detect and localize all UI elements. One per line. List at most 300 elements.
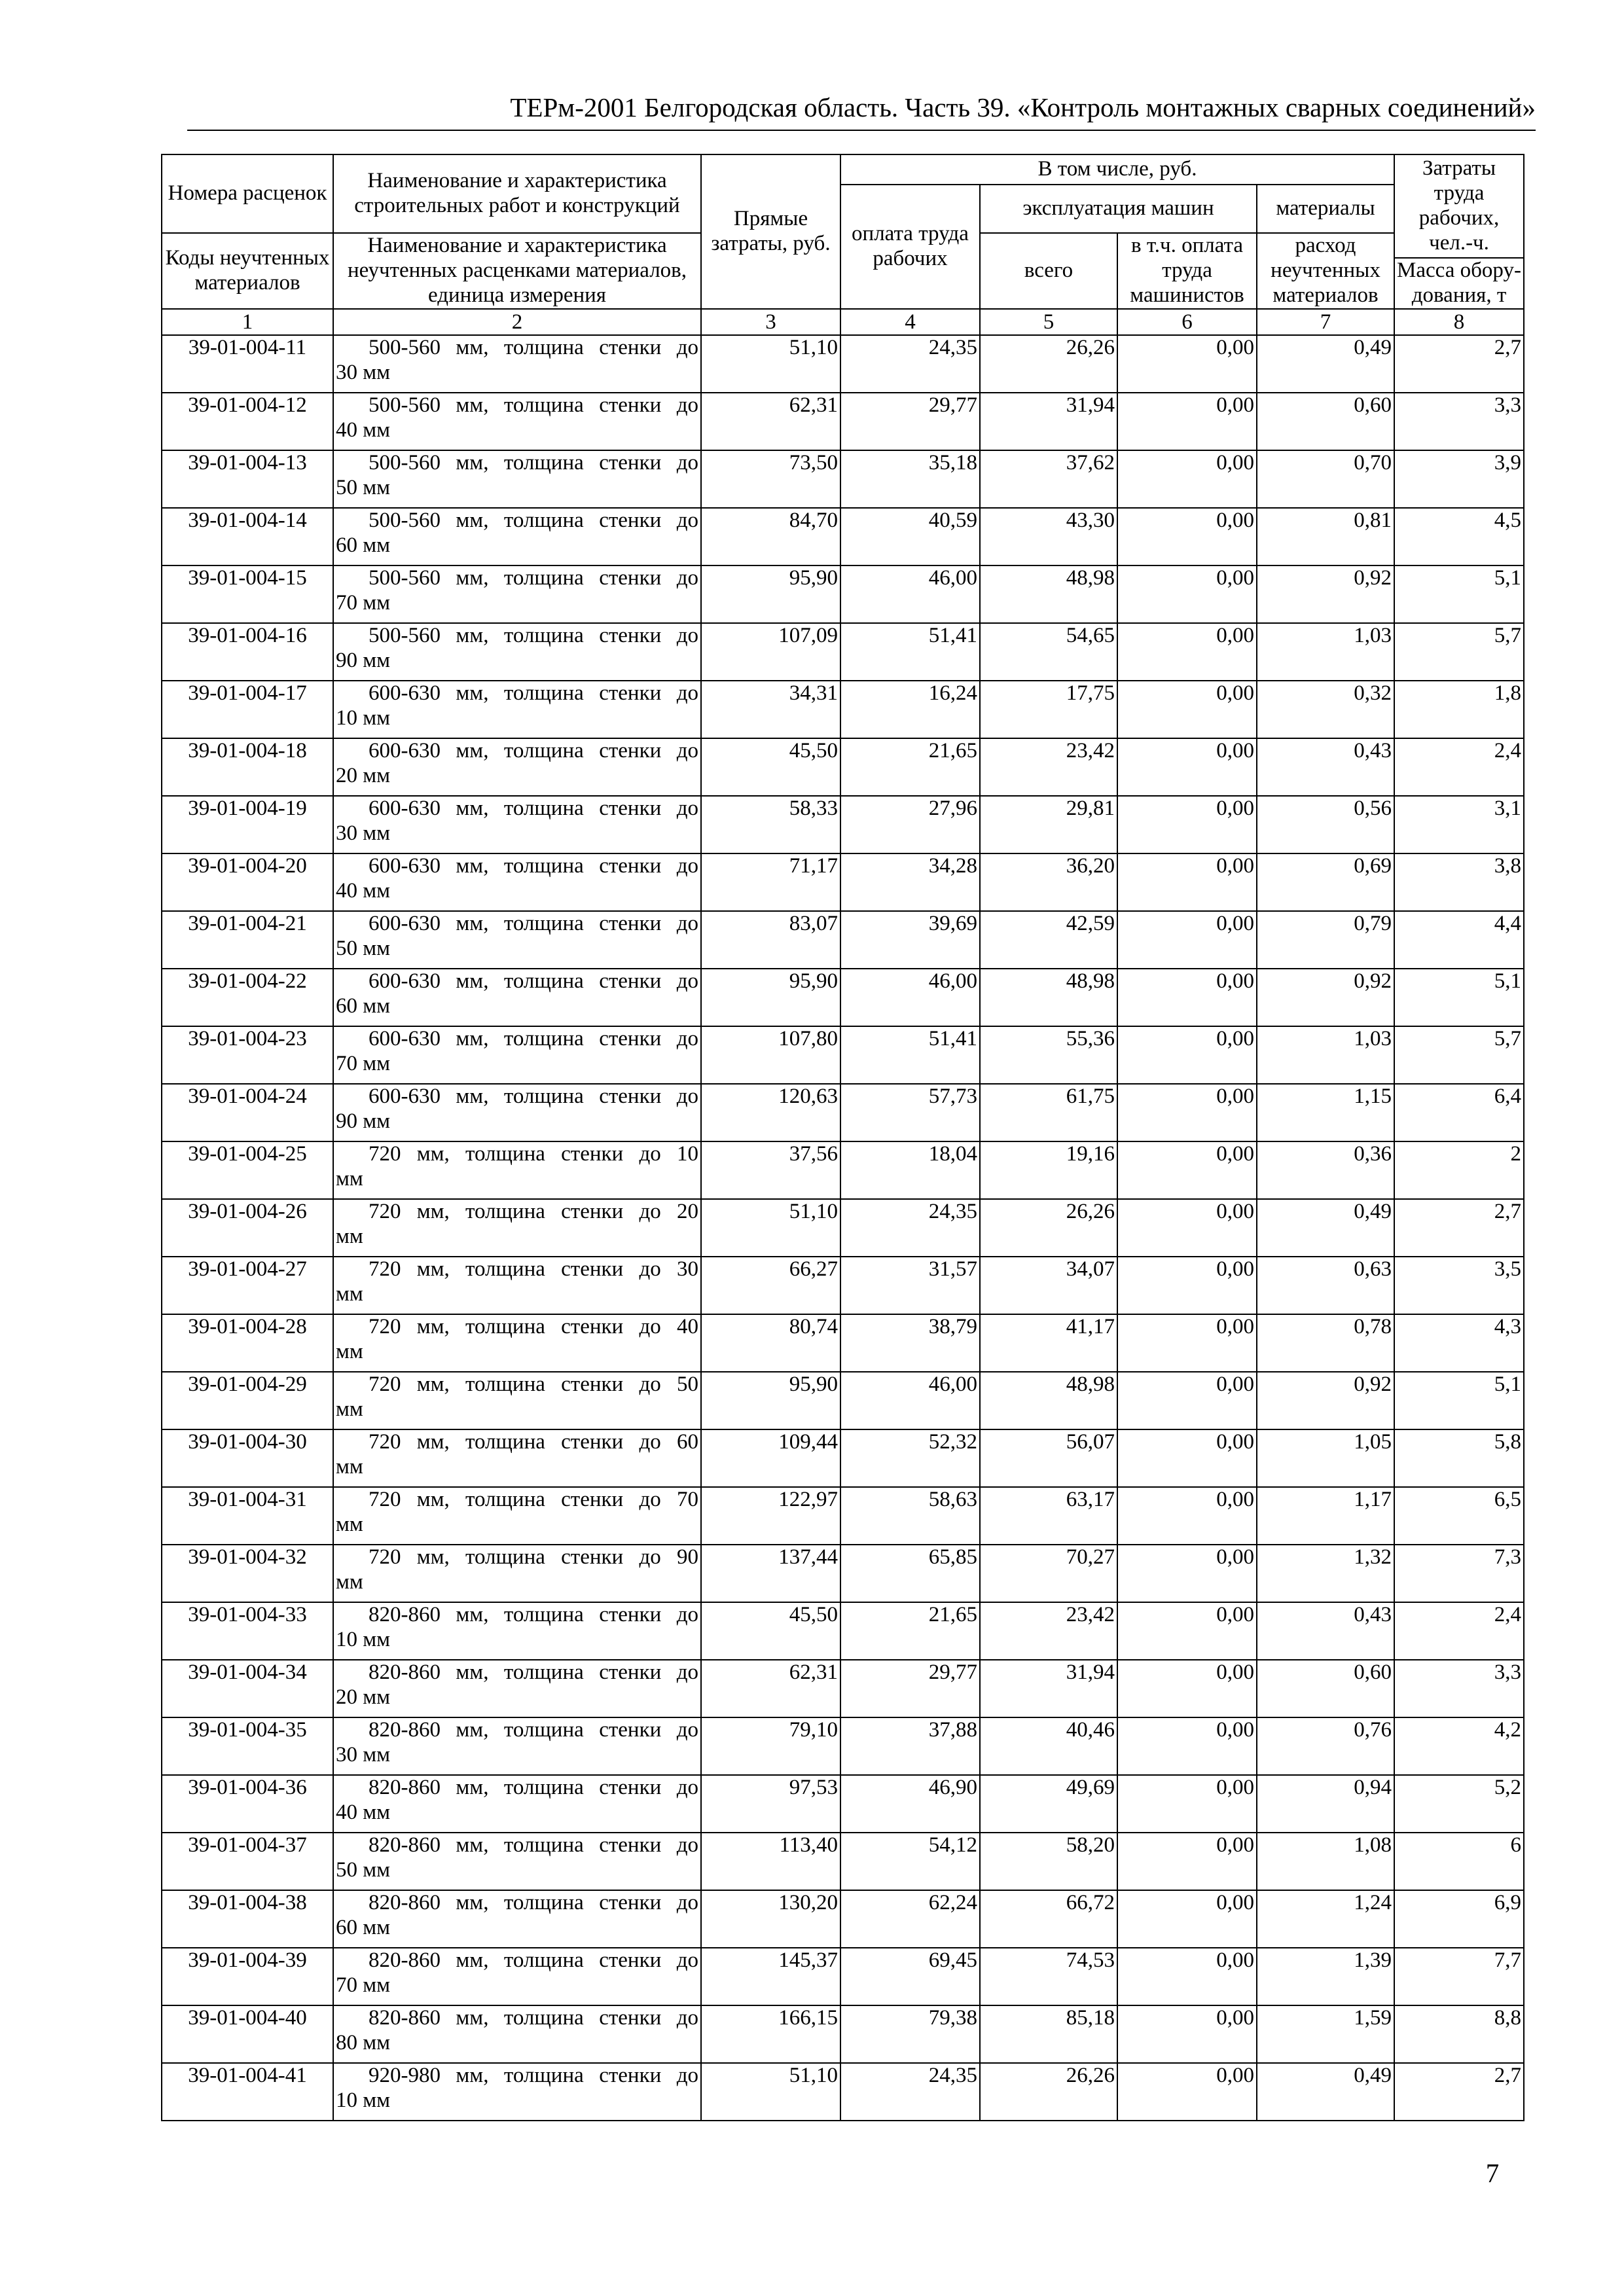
direct-costs-value: 79,10 <box>701 1717 840 1775</box>
operator-pay-value: 0,00 <box>1117 1429 1257 1487</box>
rate-name <box>333 1314 701 1372</box>
rate-name <box>333 1948 701 2005</box>
direct-costs-value: 145,37 <box>701 1948 840 2005</box>
machine-total-value: 48,98 <box>980 1372 1117 1429</box>
operator-pay-value: 0,00 <box>1117 796 1257 853</box>
direct-costs-value: 66,27 <box>701 1257 840 1314</box>
machine-total-value: 26,26 <box>980 1199 1117 1257</box>
rate-name-line1: 500-560 мм, толщина стенки до <box>369 393 698 417</box>
rate-code: 39-01-004-17 <box>162 681 333 738</box>
materials-value: 1,24 <box>1257 1890 1394 1948</box>
rate-name <box>333 1199 701 1257</box>
operator-pay-value: 0,00 <box>1117 1833 1257 1890</box>
labor-pay-value: 46,00 <box>840 1372 980 1429</box>
machine-total-value: 19,16 <box>980 1141 1117 1199</box>
rate-name <box>333 738 701 796</box>
operator-pay-value: 0,00 <box>1117 1545 1257 1602</box>
rate-code: 39-01-004-16 <box>162 623 333 681</box>
operator-pay-value: 0,00 <box>1117 1717 1257 1775</box>
table-row <box>162 1199 1524 1257</box>
operator-pay-value: 0,00 <box>1117 853 1257 911</box>
operator-pay-value: 0,00 <box>1117 1660 1257 1717</box>
table-row <box>162 1084 1524 1141</box>
rate-code: 39-01-004-15 <box>162 565 333 623</box>
labor-pay-value: 46,00 <box>840 565 980 623</box>
rate-code: 39-01-004-18 <box>162 738 333 796</box>
rate-code: 39-01-004-11 <box>162 335 333 393</box>
rate-code: 39-01-004-25 <box>162 1141 333 1199</box>
rate-name <box>333 1660 701 1717</box>
rate-name <box>333 796 701 853</box>
operator-pay-value: 0,00 <box>1117 1026 1257 1084</box>
rate-name-line2: 40 мм <box>336 418 391 442</box>
operator-pay-value: 0,00 <box>1117 911 1257 969</box>
header-labor-pay: оплата труда рабочих <box>840 185 980 309</box>
materials-value: 0,32 <box>1257 681 1394 738</box>
direct-costs-value: 45,50 <box>701 738 840 796</box>
table-row <box>162 1833 1524 1890</box>
table-row <box>162 1141 1524 1199</box>
materials-value: 0,60 <box>1257 393 1394 450</box>
operator-pay-value: 0,00 <box>1117 1487 1257 1545</box>
rate-name <box>333 393 701 450</box>
rate-code: 39-01-004-39 <box>162 1948 333 2005</box>
direct-costs-value: 95,90 <box>701 1372 840 1429</box>
rate-name-line2: 40 мм <box>336 1800 391 1824</box>
direct-costs-value: 137,44 <box>701 1545 840 1602</box>
labor-hours-value: 4,5 <box>1394 508 1524 565</box>
direct-costs-value: 73,50 <box>701 450 840 508</box>
rate-name-line1: 500-560 мм, толщина стенки до <box>369 335 698 359</box>
materials-value: 0,43 <box>1257 1602 1394 1660</box>
materials-value: 0,79 <box>1257 911 1394 969</box>
machine-total-value: 23,42 <box>980 1602 1117 1660</box>
machine-total-value: 70,27 <box>980 1545 1117 1602</box>
rate-code: 39-01-004-27 <box>162 1257 333 1314</box>
direct-costs-value: 107,09 <box>701 623 840 681</box>
direct-costs-value: 97,53 <box>701 1775 840 1833</box>
column-number-7: 7 <box>1257 309 1394 335</box>
materials-value: 0,81 <box>1257 508 1394 565</box>
machine-total-value: 26,26 <box>980 335 1117 393</box>
machine-total-value: 40,46 <box>980 1717 1117 1775</box>
rate-code: 39-01-004-23 <box>162 1026 333 1084</box>
operator-pay-value: 0,00 <box>1117 1890 1257 1948</box>
materials-value: 1,05 <box>1257 1429 1394 1487</box>
direct-costs-value: 51,10 <box>701 2063 840 2121</box>
machine-total-value: 58,20 <box>980 1833 1117 1890</box>
labor-pay-value: 37,88 <box>840 1717 980 1775</box>
labor-hours-value: 2,7 <box>1394 1199 1524 1257</box>
column-number-5: 5 <box>980 309 1117 335</box>
rate-code: 39-01-004-32 <box>162 1545 333 1602</box>
rate-code: 39-01-004-30 <box>162 1429 333 1487</box>
rate-name-line2: 40 мм <box>336 878 391 903</box>
direct-costs-value: 80,74 <box>701 1314 840 1372</box>
materials-value: 0,69 <box>1257 853 1394 911</box>
rate-code: 39-01-004-14 <box>162 508 333 565</box>
rate-code: 39-01-004-41 <box>162 2063 333 2121</box>
rate-name-line1: 720 мм, толщина стенки до 90 <box>369 1545 698 1569</box>
rate-code: 39-01-004-37 <box>162 1833 333 1890</box>
materials-value: 0,49 <box>1257 335 1394 393</box>
direct-costs-value: 34,31 <box>701 681 840 738</box>
rates-table <box>161 154 1525 2121</box>
rate-name-line1: 820-860 мм, толщина стенки до <box>369 1833 698 1857</box>
direct-costs-value: 58,33 <box>701 796 840 853</box>
rate-code: 39-01-004-24 <box>162 1084 333 1141</box>
rate-name <box>333 1545 701 1602</box>
machine-total-value: 49,69 <box>980 1775 1117 1833</box>
operator-pay-value: 0,00 <box>1117 1141 1257 1199</box>
rate-name-line2: 70 мм <box>336 590 391 615</box>
labor-hours-value: 2,7 <box>1394 335 1524 393</box>
table-row <box>162 1257 1524 1314</box>
labor-pay-value: 40,59 <box>840 508 980 565</box>
rate-name-line1: 720 мм, толщина стенки до 70 <box>369 1487 698 1511</box>
materials-value: 1,15 <box>1257 1084 1394 1141</box>
direct-costs-value: 107,80 <box>701 1026 840 1084</box>
rate-code: 39-01-004-22 <box>162 969 333 1026</box>
labor-hours-value: 6 <box>1394 1833 1524 1890</box>
table-row <box>162 2063 1524 2121</box>
rate-name-line1: 720 мм, толщина стенки до 50 <box>369 1372 698 1396</box>
labor-hours-value: 7,7 <box>1394 1948 1524 2005</box>
materials-value: 1,17 <box>1257 1487 1394 1545</box>
direct-costs-value: 71,17 <box>701 853 840 911</box>
materials-value: 0,56 <box>1257 796 1394 853</box>
labor-pay-value: 31,57 <box>840 1257 980 1314</box>
operator-pay-value: 0,00 <box>1117 681 1257 738</box>
rate-name-line2: мм <box>336 1570 363 1594</box>
labor-pay-value: 27,96 <box>840 796 980 853</box>
direct-costs-value: 95,90 <box>701 565 840 623</box>
operator-pay-value: 0,00 <box>1117 335 1257 393</box>
labor-hours-value: 4,3 <box>1394 1314 1524 1372</box>
materials-value: 0,92 <box>1257 969 1394 1026</box>
materials-value: 0,60 <box>1257 1660 1394 1717</box>
header-equipment-mass: Масса обору-дования, т <box>1394 258 1524 309</box>
rate-name <box>333 969 701 1026</box>
labor-hours-value: 5,1 <box>1394 565 1524 623</box>
rate-name-line2: мм <box>336 1339 363 1363</box>
rate-name-line2: 10 мм <box>336 706 391 730</box>
labor-hours-value: 5,2 <box>1394 1775 1524 1833</box>
rate-name-line1: 500-560 мм, толщина стенки до <box>369 508 698 532</box>
rate-code: 39-01-004-12 <box>162 393 333 450</box>
rate-name-line1: 820-860 мм, толщина стенки до <box>369 2005 698 2030</box>
labor-hours-value: 5,7 <box>1394 623 1524 681</box>
direct-costs-value: 95,90 <box>701 969 840 1026</box>
rate-name <box>333 1487 701 1545</box>
table-row <box>162 738 1524 796</box>
table-row <box>162 1717 1524 1775</box>
materials-value: 1,03 <box>1257 623 1394 681</box>
machine-total-value: 54,65 <box>980 623 1117 681</box>
header-materials: материалы <box>1257 185 1394 233</box>
table-row <box>162 1775 1524 1833</box>
machine-total-value: 29,81 <box>980 796 1117 853</box>
labor-pay-value: 65,85 <box>840 1545 980 1602</box>
operator-pay-value: 0,00 <box>1117 1948 1257 2005</box>
table-row <box>162 796 1524 853</box>
rate-name-line1: 720 мм, толщина стенки до 10 <box>369 1141 698 1166</box>
column-number-1: 1 <box>162 309 333 335</box>
labor-pay-value: 39,69 <box>840 911 980 969</box>
rate-name <box>333 1717 701 1775</box>
labor-hours-value: 4,2 <box>1394 1717 1524 1775</box>
rate-code: 39-01-004-35 <box>162 1717 333 1775</box>
machine-total-value: 55,36 <box>980 1026 1117 1084</box>
header-direct-costs: Прямые затраты, руб. <box>701 154 840 309</box>
column-number-4: 4 <box>840 309 980 335</box>
operator-pay-value: 0,00 <box>1117 565 1257 623</box>
column-number-6: 6 <box>1117 309 1257 335</box>
rate-name-line1: 500-560 мм, толщина стенки до <box>369 565 698 590</box>
header-operator-pay: в т.ч. оплата труда машинистов <box>1117 233 1257 309</box>
header-unaccounted-codes: Коды неучтенных материалов <box>162 233 333 309</box>
header-unaccounted-name: Наименование и характеристика неучтенных расценками материалов, единица измерения <box>333 233 701 309</box>
machine-total-value: 17,75 <box>980 681 1117 738</box>
materials-value: 0,92 <box>1257 1372 1394 1429</box>
labor-pay-value: 62,24 <box>840 1890 980 1948</box>
table-row <box>162 623 1524 681</box>
table-row <box>162 2005 1524 2063</box>
operator-pay-value: 0,00 <box>1117 393 1257 450</box>
header-rule <box>187 130 1536 131</box>
direct-costs-value: 45,50 <box>701 1602 840 1660</box>
operator-pay-value: 0,00 <box>1117 623 1257 681</box>
rate-code: 39-01-004-20 <box>162 853 333 911</box>
rate-name <box>333 1026 701 1084</box>
rate-code: 39-01-004-28 <box>162 1314 333 1372</box>
operator-pay-value: 0,00 <box>1117 1602 1257 1660</box>
rate-name-line2: 50 мм <box>336 475 391 499</box>
materials-value: 0,36 <box>1257 1141 1394 1199</box>
table-row <box>162 1545 1524 1602</box>
rate-name-line2: мм <box>336 1397 363 1421</box>
labor-pay-value: 38,79 <box>840 1314 980 1372</box>
machine-total-value: 63,17 <box>980 1487 1117 1545</box>
machine-total-value: 36,20 <box>980 853 1117 911</box>
header-machine-operation: эксплуатация машин <box>980 185 1257 233</box>
rate-name-line1: 600-630 мм, толщина стенки до <box>369 911 698 935</box>
rate-code: 39-01-004-13 <box>162 450 333 508</box>
labor-pay-value: 46,00 <box>840 969 980 1026</box>
rate-name-line1: 820-860 мм, толщина стенки до <box>369 1660 698 1684</box>
rate-code: 39-01-004-40 <box>162 2005 333 2063</box>
page-number: 7 <box>1485 2158 1500 2188</box>
rate-name-line1: 720 мм, толщина стенки до 60 <box>369 1429 698 1454</box>
materials-value: 0,92 <box>1257 565 1394 623</box>
machine-total-value: 31,94 <box>980 393 1117 450</box>
rate-name-line2: 50 мм <box>336 1857 391 1882</box>
table-row <box>162 1372 1524 1429</box>
table-row <box>162 969 1524 1026</box>
labor-pay-value: 35,18 <box>840 450 980 508</box>
rate-name-line1: 820-860 мм, толщина стенки до <box>369 1948 698 1972</box>
labor-hours-value: 2,4 <box>1394 1602 1524 1660</box>
labor-pay-value: 46,90 <box>840 1775 980 1833</box>
rate-name-line2: 60 мм <box>336 994 391 1018</box>
rate-name <box>333 450 701 508</box>
header-including: В том числе, руб. <box>840 154 1394 185</box>
materials-value: 0,78 <box>1257 1314 1394 1372</box>
header-work-name: Наименование и характеристика строительных работ и конструкций <box>333 154 701 233</box>
labor-pay-value: 18,04 <box>840 1141 980 1199</box>
rate-name-line2: 30 мм <box>336 1742 391 1767</box>
rate-name-line2: 10 мм <box>336 2088 391 2112</box>
rate-name-line1: 600-630 мм, толщина стенки до <box>369 738 698 762</box>
rate-code: 39-01-004-29 <box>162 1372 333 1429</box>
rate-name-line2: 70 мм <box>336 1051 391 1075</box>
labor-hours-value: 5,1 <box>1394 1372 1524 1429</box>
labor-hours-value: 5,8 <box>1394 1429 1524 1487</box>
machine-total-value: 61,75 <box>980 1084 1117 1141</box>
rate-name-line1: 820-860 мм, толщина стенки до <box>369 1775 698 1799</box>
labor-hours-value: 6,5 <box>1394 1487 1524 1545</box>
labor-pay-value: 69,45 <box>840 1948 980 2005</box>
materials-value: 0,49 <box>1257 2063 1394 2121</box>
labor-hours-value: 3,3 <box>1394 1660 1524 1717</box>
rate-name-line1: 500-560 мм, толщина стенки до <box>369 623 698 647</box>
rate-name-line1: 820-860 мм, толщина стенки до <box>369 1717 698 1742</box>
table-row <box>162 335 1524 393</box>
operator-pay-value: 0,00 <box>1117 508 1257 565</box>
table-row <box>162 1026 1524 1084</box>
rate-name-line2: мм <box>336 1224 363 1248</box>
rate-name-line1: 720 мм, толщина стенки до 20 <box>369 1199 698 1223</box>
labor-hours-value: 3,9 <box>1394 450 1524 508</box>
rate-name-line2: 30 мм <box>336 360 391 384</box>
table-row <box>162 393 1524 450</box>
rate-name-line2: 20 мм <box>336 763 391 787</box>
labor-pay-value: 24,35 <box>840 335 980 393</box>
materials-value: 0,70 <box>1257 450 1394 508</box>
rate-code: 39-01-004-31 <box>162 1487 333 1545</box>
rate-name <box>333 1833 701 1890</box>
machine-total-value: 56,07 <box>980 1429 1117 1487</box>
materials-value: 0,94 <box>1257 1775 1394 1833</box>
rate-name <box>333 1141 701 1199</box>
rate-name <box>333 623 701 681</box>
page-header-title: ТЕРм-2001 Белгородская область. Часть 39. «Контроль монтажных сварных соединений» <box>510 92 1536 122</box>
rate-name <box>333 508 701 565</box>
rate-name-line2: мм <box>336 1512 363 1536</box>
rate-code: 39-01-004-19 <box>162 796 333 853</box>
labor-hours-value: 1,8 <box>1394 681 1524 738</box>
column-number-3: 3 <box>701 309 840 335</box>
operator-pay-value: 0,00 <box>1117 1199 1257 1257</box>
rate-code: 39-01-004-21 <box>162 911 333 969</box>
table-row <box>162 1948 1524 2005</box>
direct-costs-value: 113,40 <box>701 1833 840 1890</box>
rate-name-line2: 60 мм <box>336 1915 391 1939</box>
rate-name <box>333 1602 701 1660</box>
labor-hours-value: 3,5 <box>1394 1257 1524 1314</box>
operator-pay-value: 0,00 <box>1117 2005 1257 2063</box>
machine-total-value: 37,62 <box>980 450 1117 508</box>
labor-hours-value: 5,1 <box>1394 969 1524 1026</box>
materials-value: 0,63 <box>1257 1257 1394 1314</box>
direct-costs-value: 37,56 <box>701 1141 840 1199</box>
labor-pay-value: 16,24 <box>840 681 980 738</box>
labor-hours-value: 6,9 <box>1394 1890 1524 1948</box>
rate-name-line1: 600-630 мм, толщина стенки до <box>369 1084 698 1108</box>
labor-pay-value: 29,77 <box>840 1660 980 1717</box>
rates-table-body <box>162 335 1524 2121</box>
labor-pay-value: 24,35 <box>840 2063 980 2121</box>
rate-name-line1: 720 мм, толщина стенки до 40 <box>369 1314 698 1338</box>
rate-name-line2: мм <box>336 1166 363 1191</box>
rate-name-line1: 920-980 мм, толщина стенки до <box>369 2063 698 2087</box>
machine-total-value: 43,30 <box>980 508 1117 565</box>
labor-pay-value: 58,63 <box>840 1487 980 1545</box>
rate-code: 39-01-004-36 <box>162 1775 333 1833</box>
rate-name-line1: 600-630 мм, толщина стенки до <box>369 1026 698 1050</box>
rate-name <box>333 853 701 911</box>
table-row <box>162 565 1524 623</box>
operator-pay-value: 0,00 <box>1117 1084 1257 1141</box>
rate-name-line2: 80 мм <box>336 2030 391 2054</box>
table-row <box>162 1314 1524 1372</box>
labor-pay-value: 54,12 <box>840 1833 980 1890</box>
rate-name-line1: 720 мм, толщина стенки до 30 <box>369 1257 698 1281</box>
rate-name-line1: 600-630 мм, толщина стенки до <box>369 796 698 820</box>
labor-hours-value: 3,8 <box>1394 853 1524 911</box>
direct-costs-value: 166,15 <box>701 2005 840 2063</box>
rate-name <box>333 1429 701 1487</box>
rate-name-line2: 50 мм <box>336 936 391 960</box>
rate-name-line2: 30 мм <box>336 821 391 845</box>
labor-hours-value: 6,4 <box>1394 1084 1524 1141</box>
direct-costs-value: 84,70 <box>701 508 840 565</box>
labor-pay-value: 34,28 <box>840 853 980 911</box>
table-row <box>162 1890 1524 1948</box>
labor-pay-value: 29,77 <box>840 393 980 450</box>
table-row <box>162 450 1524 508</box>
rate-name-line2: мм <box>336 1282 363 1306</box>
rate-name-line1: 500-560 мм, толщина стенки до <box>369 450 698 475</box>
labor-hours-value: 7,3 <box>1394 1545 1524 1602</box>
rate-name-line2: 20 мм <box>336 1685 391 1709</box>
machine-total-value: 85,18 <box>980 2005 1117 2063</box>
machine-total-value: 23,42 <box>980 738 1117 796</box>
operator-pay-value: 0,00 <box>1117 1314 1257 1372</box>
rate-name <box>333 681 701 738</box>
machine-total-value: 41,17 <box>980 1314 1117 1372</box>
labor-pay-value: 51,41 <box>840 623 980 681</box>
labor-hours-value: 5,7 <box>1394 1026 1524 1084</box>
rate-name-line1: 600-630 мм, толщина стенки до <box>369 969 698 993</box>
materials-value: 1,03 <box>1257 1026 1394 1084</box>
rate-code: 39-01-004-38 <box>162 1890 333 1948</box>
direct-costs-value: 62,31 <box>701 1660 840 1717</box>
direct-costs-value: 51,10 <box>701 1199 840 1257</box>
operator-pay-value: 0,00 <box>1117 1372 1257 1429</box>
labor-pay-value: 79,38 <box>840 2005 980 2063</box>
column-number-8: 8 <box>1394 309 1524 335</box>
direct-costs-value: 120,63 <box>701 1084 840 1141</box>
rate-name <box>333 2063 701 2121</box>
direct-costs-value: 62,31 <box>701 393 840 450</box>
table-row <box>162 1660 1524 1717</box>
materials-value: 1,08 <box>1257 1833 1394 1890</box>
rate-name <box>333 911 701 969</box>
operator-pay-value: 0,00 <box>1117 738 1257 796</box>
direct-costs-value: 122,97 <box>701 1487 840 1545</box>
rate-code: 39-01-004-26 <box>162 1199 333 1257</box>
